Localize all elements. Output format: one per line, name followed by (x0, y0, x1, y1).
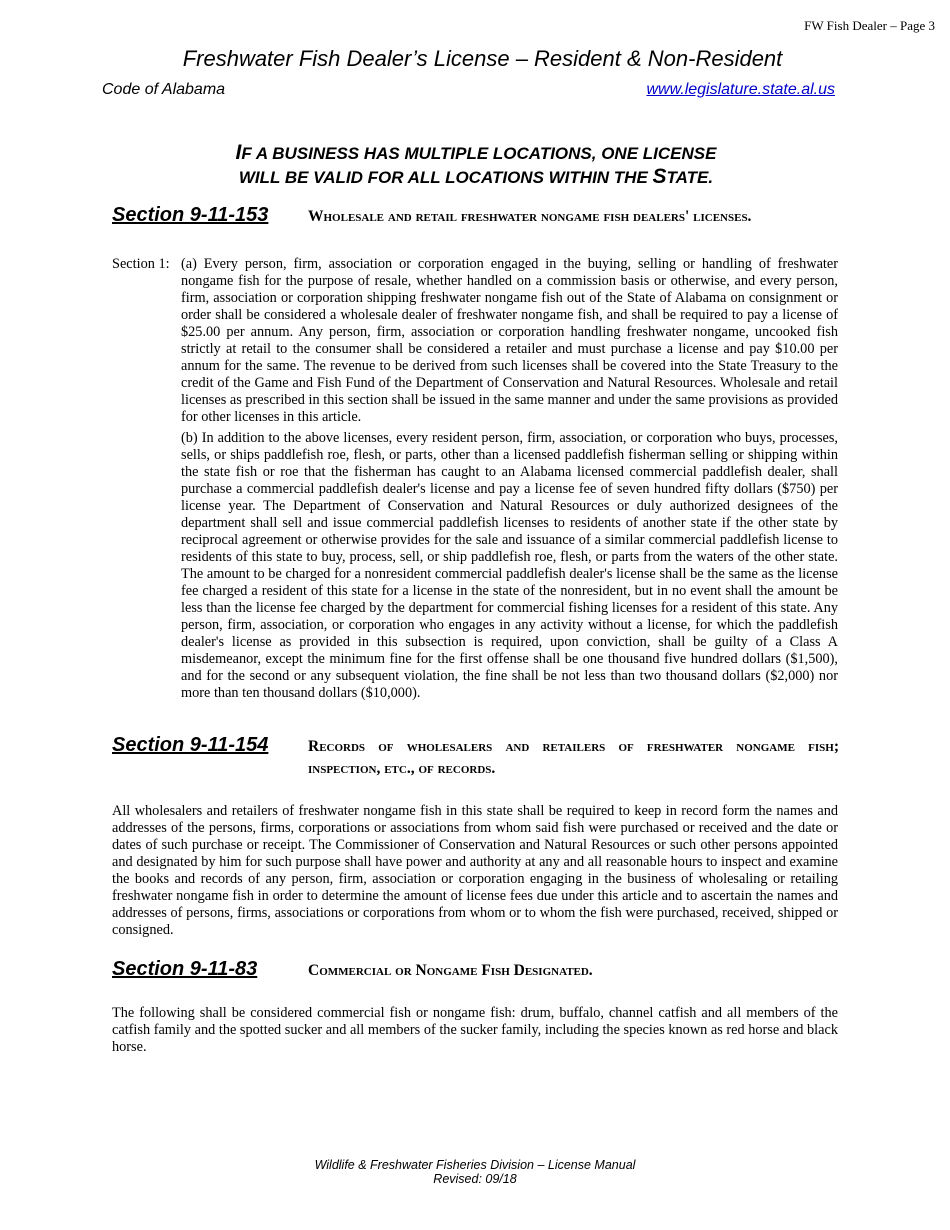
section-number: Section 9-11-153 (112, 204, 269, 226)
page-footer (0, 1158, 950, 1186)
paragraph-a: (a) Every person, firm, association or corporation engaged in the buying, selling or handling of freshwater nongame fish for the purpose of resale, whether handled on a commission basis or otherwise, and every person, firm, association or corporation shipping freshwater nongame fish out of the State of Alabama on consignment or order shall be considered a wholesale dealer of freshwater nongame fish, and shall be required to pay a license of $25.00 per annum. Any person, firm, association or corporation handling freshwater nongame, uncooked fish strictly at retail to the consumer shall be considered a retailer and must purchase a license and pay $10.00 per annum for the same. The revenue to be derived from such licenses shall be covered into the State Treasury to the credit of the Game and Fish Fund of the Department of Conservation and Natural Resources. Wholesale and retail licenses as prescribed in this section shall be issued in the same manner and under the same provisions as provided for other licenses in this article. (181, 256, 838, 425)
notice-state-cap: S (652, 165, 667, 188)
multiple-locations-notice (0, 141, 950, 189)
notice-line-1 (0, 141, 950, 165)
section-title: Commercial or Nongame Fish Designated. (308, 962, 593, 979)
footer-manual-title: Wildlife & Freshwater Fisheries Division – License Manual (314, 1158, 636, 1172)
page-number-label: FW Fish Dealer – Page 3 (804, 18, 935, 33)
section-9-11-154-body: All wholesalers and retailers of freshwater nongame fish in this state shall be required to keep in record form the names and addresses of the persons, firms, corporations or associations from whom said fish were purchased or received and the date or dates of such purchase or receipt. The Commissioner of Conservation and Natural Resources or such other persons appointed and designated by him for such purpose shall have power and authority at any and all reasonable hours to inspect and examine the books and records of any person, firm, association or corporation engaging in the business of wholesaling or retailing freshwater nongame fish in order to determine the amount of license fees due under this article and to ascertain the names and addresses of persons, firms, associations or corporations from whom or to whom the fish were purchased, received, shipped or consigned. (112, 803, 838, 938)
notice-line-2-end: TATE. (666, 168, 714, 187)
document-title: Freshwater Fish Dealer’s License – Resident & Non-Resident (182, 46, 783, 71)
notice-initial-cap: I (235, 141, 242, 164)
paragraph-b: (b) In addition to the above licenses, every resident person, firm, association, or corporation who buys, processes, sells, or ships paddlefish roe, flesh, or parts, other than a licensed paddlefish fisherman selling or shipping within the state fish or roe that the fisherman has caught to an Alabama licensed commercial paddlefish dealer, shall purchase a commercial paddlefish dealer's license and pay a license fee of seven hundred fifty dollars ($750) per license year. The Department of Conservation and Natural Resources or duly authorized designees of the department shall sell and issue commercial paddlefish licenses to residents of another state if the other state by reciprocal agreement or otherwise provides for the sale and issuance of a similar commercial paddlefish license to residents of this state to buy, process, sell, or ship paddlefish roe, flesh, or parts from the waters of the other state. The amount to be charged for a nonresident commercial paddlefish dealer's license shall be the same as the license fee charged a resident of this state for a license in the state of the nonresident, but in no event shall the amount be less than the license fee charged by the department for commercial fishing licenses for a resident of this state. Any person, firm, association, or corporation who engages in any activity without a license, for which the paddlefish dealer's license as provided in this subsection is required, upon conviction, shall be guilty of a Class A misdemeanor, except the minimum fine for the first offense shall be one thousand five hundred dollars ($1,500), and for the second or any subsequent violation, the fine shall be not less than two thousand dollars ($2,000) nor more than ten thousand dollars ($10,000). (181, 430, 838, 701)
footer-revision-date: Revised: 09/18 (433, 1172, 517, 1186)
code-of-alabama-label: Code of Alabama (102, 81, 226, 98)
section-title: Records of wholesalers and retailers of freshwater nongame fish; inspection, etc., of records. (308, 738, 839, 777)
notice-line-2-text: WILL BE VALID FOR ALL LOCATIONS WITHIN THE (238, 168, 653, 187)
notice-line-1-text: F A BUSINESS HAS MULTIPLE LOCATIONS, ONE LICENSE (241, 144, 717, 163)
subsection-label: Section 1: (112, 256, 170, 272)
section-title: Wholesale and retail freshwater nongame fish dealers' licenses. (308, 208, 752, 225)
notice-line-2 (0, 165, 950, 189)
section-number: Section 9-11-154 (112, 734, 269, 756)
section-number: Section 9-11-83 (112, 958, 258, 980)
legislature-website-link[interactable]: www.legislature.state.al.us (646, 81, 835, 98)
section-9-11-83-body: The following shall be considered commercial fish or nongame fish: drum, buffalo, channel catfish and all members of the catfish family and the spotted sucker and all members of the sucker family, including the species known as red horse and black horse. (112, 1005, 838, 1055)
